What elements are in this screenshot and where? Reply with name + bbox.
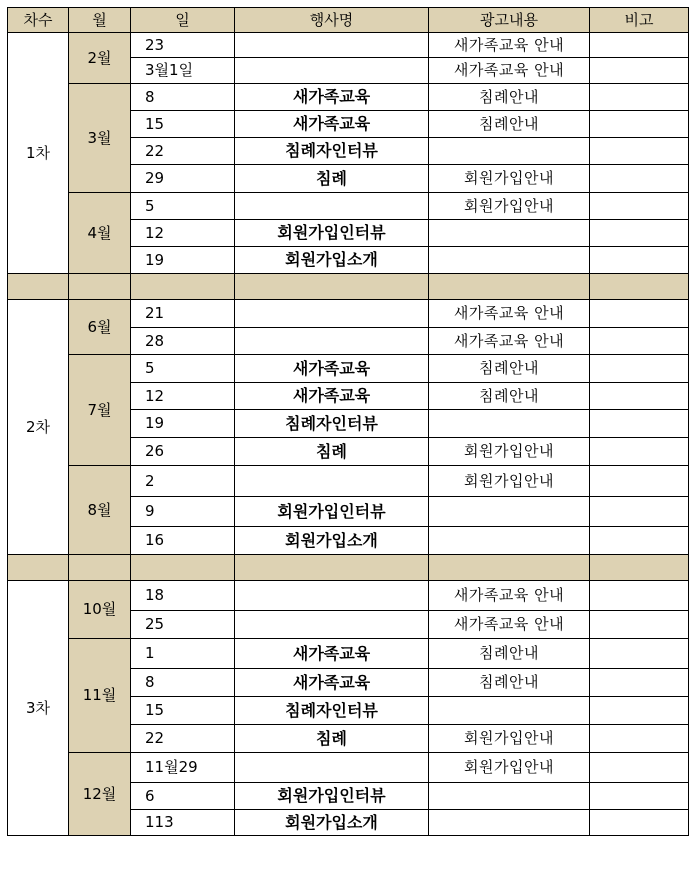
ad-cell: 회원가입안내 [429, 725, 590, 753]
table-row [8, 193, 689, 220]
month-cell: 12월 [69, 753, 131, 836]
ad-cell [429, 410, 590, 438]
ad-cell [429, 220, 590, 247]
note-cell [590, 328, 689, 355]
month-cell: 10월 [69, 581, 131, 639]
separator-cell [235, 555, 429, 581]
note-cell [590, 84, 689, 111]
note-cell [590, 611, 689, 639]
note-cell [590, 58, 689, 84]
separator-row [8, 274, 689, 300]
day-cell: 16 [131, 527, 235, 555]
day-cell: 19 [131, 410, 235, 438]
note-cell [590, 111, 689, 138]
round-cell: 2차 [8, 300, 69, 555]
note-cell [590, 193, 689, 220]
separator-cell [590, 274, 689, 300]
event-cell: 침례 [235, 725, 429, 753]
table-row [8, 84, 689, 111]
note-cell [590, 410, 689, 438]
day-cell: 6 [131, 783, 235, 810]
table-row [8, 33, 689, 58]
schedule-table [7, 7, 689, 836]
ad-cell: 새가족교육 안내 [429, 300, 590, 328]
note-cell [590, 438, 689, 466]
separator-cell [590, 555, 689, 581]
header-month: 월 [69, 8, 131, 33]
ad-cell: 새가족교육 안내 [429, 611, 590, 639]
round-cell: 3차 [8, 581, 69, 836]
note-cell [590, 725, 689, 753]
month-cell: 3월 [69, 84, 131, 193]
note-cell [590, 753, 689, 783]
event-cell: 침례 [235, 438, 429, 466]
event-cell: 회원가입소개 [235, 810, 429, 836]
event-cell [235, 193, 429, 220]
event-cell: 침례자인터뷰 [235, 410, 429, 438]
table-row [8, 355, 689, 383]
note-cell [590, 165, 689, 193]
separator-cell [235, 274, 429, 300]
day-cell: 15 [131, 697, 235, 725]
separator-cell [131, 274, 235, 300]
ad-cell: 회원가입안내 [429, 193, 590, 220]
day-cell: 26 [131, 438, 235, 466]
ad-cell [429, 138, 590, 165]
header-note: 비고 [590, 8, 689, 33]
month-cell: 6월 [69, 300, 131, 355]
note-cell [590, 466, 689, 497]
note-cell [590, 581, 689, 611]
separator-cell [8, 274, 69, 300]
event-cell [235, 581, 429, 611]
month-cell: 7월 [69, 355, 131, 466]
table-row [8, 753, 689, 783]
note-cell [590, 33, 689, 58]
note-cell [590, 527, 689, 555]
ad-cell [429, 697, 590, 725]
ad-cell: 새가족교육 안내 [429, 33, 590, 58]
round-cell: 1차 [8, 33, 69, 274]
event-cell: 새가족교육 [235, 355, 429, 383]
event-cell [235, 753, 429, 783]
day-cell: 12 [131, 383, 235, 410]
event-cell: 침례자인터뷰 [235, 697, 429, 725]
header-event: 행사명 [235, 8, 429, 33]
note-cell [590, 220, 689, 247]
event-cell [235, 328, 429, 355]
ad-cell: 침례안내 [429, 669, 590, 697]
ad-cell [429, 527, 590, 555]
ad-cell: 새가족교육 안내 [429, 328, 590, 355]
event-cell: 침례자인터뷰 [235, 138, 429, 165]
day-cell: 23 [131, 33, 235, 58]
day-cell: 113 [131, 810, 235, 836]
separator-cell [69, 274, 131, 300]
day-cell: 25 [131, 611, 235, 639]
header-ad-content: 광고내용 [429, 8, 590, 33]
event-cell: 회원가입인터뷰 [235, 497, 429, 527]
note-cell [590, 639, 689, 669]
day-cell: 11월29 [131, 753, 235, 783]
event-cell: 침례 [235, 165, 429, 193]
day-cell: 22 [131, 138, 235, 165]
event-cell: 새가족교육 [235, 84, 429, 111]
day-cell: 9 [131, 497, 235, 527]
event-cell: 회원가입소개 [235, 247, 429, 274]
day-cell: 19 [131, 247, 235, 274]
note-cell [590, 138, 689, 165]
table-row [8, 639, 689, 669]
day-cell: 15 [131, 111, 235, 138]
day-cell: 28 [131, 328, 235, 355]
note-cell [590, 355, 689, 383]
ad-cell: 회원가입안내 [429, 753, 590, 783]
ad-cell: 새가족교육 안내 [429, 58, 590, 84]
day-cell: 29 [131, 165, 235, 193]
day-cell: 8 [131, 669, 235, 697]
separator-cell [429, 274, 590, 300]
note-cell [590, 697, 689, 725]
note-cell [590, 783, 689, 810]
ad-cell: 침례안내 [429, 383, 590, 410]
event-cell: 회원가입인터뷰 [235, 220, 429, 247]
event-cell [235, 466, 429, 497]
note-cell [590, 300, 689, 328]
month-cell: 11월 [69, 639, 131, 753]
separator-cell [429, 555, 590, 581]
ad-cell: 침례안내 [429, 639, 590, 669]
ad-cell: 침례안내 [429, 111, 590, 138]
header-round: 차수 [8, 8, 69, 33]
note-cell [590, 383, 689, 410]
event-cell: 새가족교육 [235, 639, 429, 669]
day-cell: 5 [131, 193, 235, 220]
event-cell: 새가족교육 [235, 669, 429, 697]
note-cell [590, 247, 689, 274]
event-cell: 새가족교육 [235, 111, 429, 138]
separator-cell [69, 555, 131, 581]
day-cell: 1 [131, 639, 235, 669]
day-cell: 2 [131, 466, 235, 497]
day-cell: 3월1일 [131, 58, 235, 84]
ad-cell: 침례안내 [429, 355, 590, 383]
table-row [8, 581, 689, 611]
day-cell: 8 [131, 84, 235, 111]
day-cell: 12 [131, 220, 235, 247]
day-cell: 5 [131, 355, 235, 383]
note-cell [590, 669, 689, 697]
month-cell: 8월 [69, 466, 131, 555]
ad-cell: 회원가입안내 [429, 438, 590, 466]
event-cell [235, 58, 429, 84]
ad-cell: 침례안내 [429, 84, 590, 111]
note-cell [590, 810, 689, 836]
event-cell: 회원가입인터뷰 [235, 783, 429, 810]
header-row [8, 8, 689, 33]
event-cell [235, 611, 429, 639]
ad-cell [429, 810, 590, 836]
separator-cell [8, 555, 69, 581]
ad-cell: 새가족교육 안내 [429, 581, 590, 611]
day-cell: 21 [131, 300, 235, 328]
table-row [8, 466, 689, 497]
separator-row [8, 555, 689, 581]
ad-cell: 회원가입안내 [429, 165, 590, 193]
note-cell [590, 497, 689, 527]
event-cell: 새가족교육 [235, 383, 429, 410]
ad-cell [429, 783, 590, 810]
separator-cell [131, 555, 235, 581]
table-row [8, 300, 689, 328]
header-day: 일 [131, 8, 235, 33]
day-cell: 18 [131, 581, 235, 611]
ad-cell: 회원가입안내 [429, 466, 590, 497]
schedule-body [8, 33, 689, 836]
month-cell: 2월 [69, 33, 131, 84]
month-cell: 4월 [69, 193, 131, 274]
event-cell [235, 33, 429, 58]
event-cell [235, 300, 429, 328]
event-cell: 회원가입소개 [235, 527, 429, 555]
ad-cell [429, 247, 590, 274]
ad-cell [429, 497, 590, 527]
day-cell: 22 [131, 725, 235, 753]
